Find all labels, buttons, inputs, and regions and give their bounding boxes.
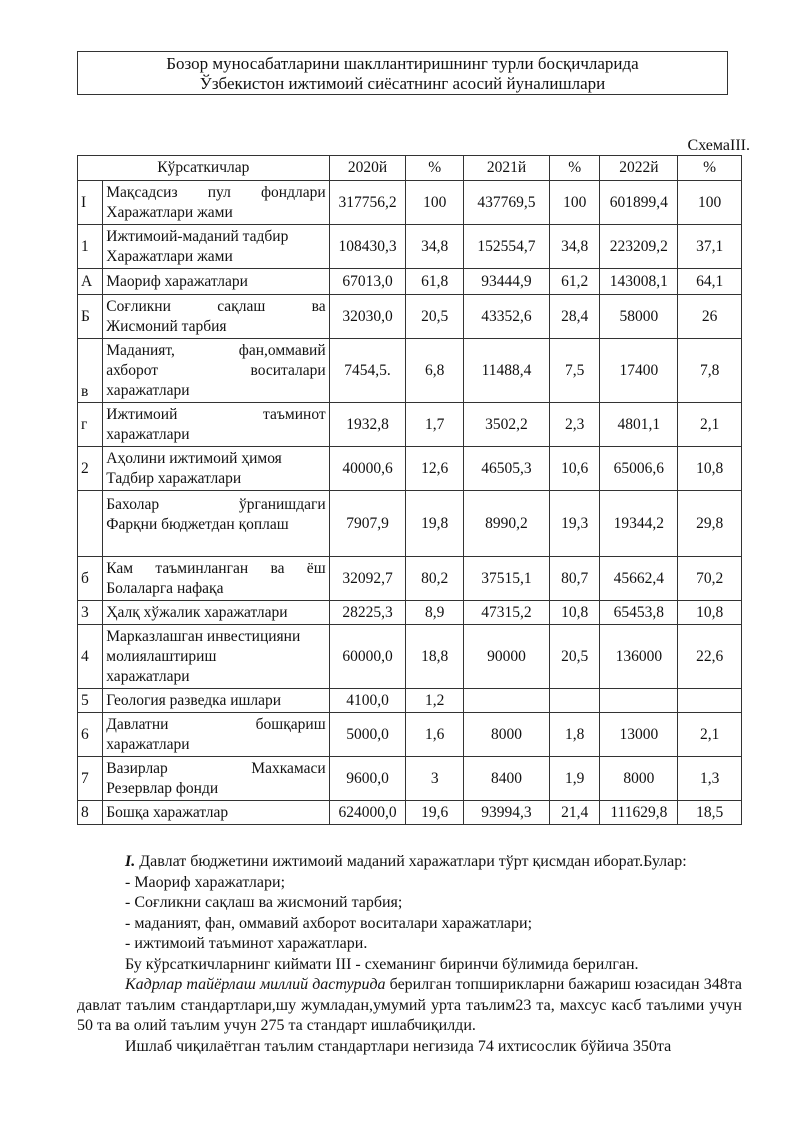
- paragraph-4: Ишлаб чиқилаётган таълим стандартлари негизида 74 ихтисослик бўйича 350та: [125, 1037, 672, 1055]
- row-name-line: харажатлари: [106, 667, 190, 685]
- cell-2022: 143008,1: [600, 269, 678, 295]
- cell-2021-pct: 34,8: [549, 225, 600, 269]
- program-name: Кадрлар тайёрлаш миллий дастурида: [125, 976, 386, 993]
- row-name-line: Харажатлари жами: [106, 203, 233, 221]
- cell-2022: 111629,8: [600, 801, 678, 825]
- row-code: I: [78, 181, 103, 225]
- cell-2020: 28225,3: [329, 601, 406, 625]
- row-name-line: Давлатни бошқариш: [106, 715, 326, 733]
- cell-2021-pct: 1,8: [549, 713, 600, 757]
- cell-2020: 7907,9: [329, 491, 406, 557]
- cell-2020-pct: 8,9: [406, 601, 464, 625]
- list-item: - маданият, фан, оммавий ахборот воситалари харажатлари;: [125, 914, 533, 932]
- row-name-line: Ижтимоий-маданий тадбир: [106, 227, 289, 245]
- row-code: 7: [78, 757, 103, 801]
- row-name: [103, 601, 329, 625]
- cell-2021-pct: 20,5: [549, 625, 600, 689]
- cell-2021: 47315,2: [464, 601, 550, 625]
- cell-2020: 67013,0: [329, 269, 406, 295]
- cell-2020-pct: 19,6: [406, 801, 464, 825]
- cell-2022-pct: 64,1: [678, 269, 742, 295]
- table-row: [78, 625, 742, 689]
- cell-2021: 8400: [464, 757, 550, 801]
- cell-2021: 11488,4: [464, 339, 550, 403]
- cell-2022: 4801,1: [600, 403, 678, 447]
- header-2022: 2022й: [600, 156, 678, 181]
- indicators-table: [77, 155, 742, 825]
- cell-2021: 3502,2: [464, 403, 550, 447]
- cell-2020-pct: 80,2: [406, 557, 464, 601]
- row-name: [103, 447, 329, 491]
- cell-2021-pct: 61,2: [549, 269, 600, 295]
- section-number: I.: [125, 853, 136, 870]
- header-2022-pct: %: [678, 156, 742, 181]
- row-name: [103, 491, 329, 557]
- scheme-label: СхемаIII.: [687, 137, 750, 154]
- cell-2022: 19344,2: [600, 491, 678, 557]
- row-name-line: Харажатлари жами: [106, 247, 233, 265]
- paragraph-3-text: берилган топширикларни бажариш юзасидан 348та давлат таълим стандартлари,шу жумладан,умумий урта таълим23 та, махсус касб таълими учун 50 та ва олий таълим учун 275 та стандарт ишлабчиқилди.: [77, 976, 742, 1034]
- header-indicators: Кўрсаткичлар: [78, 156, 330, 181]
- table-row: [78, 689, 742, 713]
- header-2020: 2020й: [329, 156, 406, 181]
- cell-2020-pct: 100: [406, 181, 464, 225]
- row-code: г: [78, 403, 103, 447]
- row-code: в: [78, 339, 103, 403]
- cell-2020-pct: 19,8: [406, 491, 464, 557]
- cell-2021-pct: 21,4: [549, 801, 600, 825]
- row-code: 2: [78, 447, 103, 491]
- cell-2020: 624000,0: [329, 801, 406, 825]
- cell-2020: 60000,0: [329, 625, 406, 689]
- cell-2021: 37515,1: [464, 557, 550, 601]
- intro-text: Давлат бюджетини ижтимоий маданий харажатлари тўрт қисмдан иборат.Булар:: [135, 853, 687, 870]
- row-name: [103, 225, 329, 269]
- table-row: [78, 801, 742, 825]
- table-row: [78, 557, 742, 601]
- cell-2022-pct: [678, 689, 742, 713]
- paragraph-3: [77, 975, 742, 1037]
- cell-2020-pct: 6,8: [406, 339, 464, 403]
- cell-2020-pct: 1,7: [406, 403, 464, 447]
- row-name-line: Аҳолини ижтимоий ҳимоя: [106, 449, 282, 467]
- row-name: [103, 625, 329, 689]
- cell-2021: 152554,7: [464, 225, 550, 269]
- cell-2021: 90000: [464, 625, 550, 689]
- cell-2021-pct: 19,3: [549, 491, 600, 557]
- header-2021: 2021й: [464, 156, 550, 181]
- list-item: - Маориф харажатлари;: [125, 873, 286, 891]
- table-row: [78, 601, 742, 625]
- row-name-line: Ижтимоий таъминот: [106, 405, 326, 423]
- list-item: - ижтимоий таъминот харажатлари.: [125, 935, 368, 952]
- row-name-line: Болаларга нафақа: [106, 579, 224, 597]
- row-name-line: Фарқни бюджетдан қоплаш: [106, 516, 289, 533]
- cell-2022: 65006,6: [600, 447, 678, 491]
- row-code: 6: [78, 713, 103, 757]
- row-code: 3: [78, 601, 103, 625]
- cell-2022-pct: 7,8: [678, 339, 742, 403]
- cell-2022-pct: 10,8: [678, 601, 742, 625]
- cell-2022-pct: 1,3: [678, 757, 742, 801]
- row-name-line: Соғликни сақлаш ва: [106, 297, 326, 315]
- cell-2020: 317756,2: [329, 181, 406, 225]
- cell-2020-pct: 34,8: [406, 225, 464, 269]
- table-row: [78, 339, 742, 403]
- cell-2022-pct: 18,5: [678, 801, 742, 825]
- cell-2020-pct: 12,6: [406, 447, 464, 491]
- cell-2021: 46505,3: [464, 447, 550, 491]
- table-row: [78, 295, 742, 339]
- header-2021-pct: %: [549, 156, 600, 181]
- row-name-line: Бахолар ўрганишдаги: [106, 496, 326, 513]
- cell-2020: 32092,7: [329, 557, 406, 601]
- table-row: [78, 403, 742, 447]
- row-name: [103, 801, 329, 825]
- cell-2022-pct: 37,1: [678, 225, 742, 269]
- row-name: [103, 757, 329, 801]
- cell-2022: 13000: [600, 713, 678, 757]
- cell-2020: 1932,8: [329, 403, 406, 447]
- cell-2021-pct: 80,7: [549, 557, 600, 601]
- paragraph-2: Бу кўрсаткичларнинг киймати III - схеманинг биринчи бўлимида берилган.: [125, 955, 639, 973]
- row-name-line: Марказлашган инвестицияни: [106, 627, 301, 645]
- row-name: [103, 269, 329, 295]
- cell-2022-pct: 2,1: [678, 713, 742, 757]
- intro-paragraph: [77, 852, 742, 873]
- row-name-line: харажатлари: [106, 381, 190, 399]
- cell-2021-pct: 1,9: [549, 757, 600, 801]
- row-name-line: Маданият, фан,оммавий: [106, 341, 326, 359]
- row-name: [103, 339, 329, 403]
- cell-2020: 108430,3: [329, 225, 406, 269]
- row-name-line: харажатлари: [106, 735, 190, 753]
- cell-2022: 601899,4: [600, 181, 678, 225]
- table-row: [78, 491, 742, 557]
- list-item: - Соғликни сақлаш ва жисмоний тарбия;: [125, 894, 403, 911]
- cell-2020: 4100,0: [329, 689, 406, 713]
- row-name-line: Ҳалқ хўжалик харажатлари: [106, 603, 288, 621]
- cell-2020-pct: 18,8: [406, 625, 464, 689]
- cell-2021-pct: 7,5: [549, 339, 600, 403]
- row-name: [103, 689, 329, 713]
- header-2020-pct: %: [406, 156, 464, 181]
- cell-2021: 8000: [464, 713, 550, 757]
- cell-2020: 32030,0: [329, 295, 406, 339]
- row-name-line: Резервлар фонди: [106, 779, 219, 797]
- table-row: [78, 447, 742, 491]
- cell-2021: 93994,3: [464, 801, 550, 825]
- cell-2022-pct: 100: [678, 181, 742, 225]
- row-name-line: харажатлари: [106, 425, 190, 443]
- row-name-line: Мақсадсиз пул фондлари: [106, 183, 326, 201]
- cell-2020-pct: 20,5: [406, 295, 464, 339]
- row-code: Б: [78, 295, 103, 339]
- row-code: 8: [78, 801, 103, 825]
- cell-2022: 58000: [600, 295, 678, 339]
- row-name-line: Вазирлар Махкамаси: [106, 759, 326, 777]
- row-name-line: Кам таъминланган ва ёш: [106, 559, 326, 577]
- cell-2020-pct: 1,2: [406, 689, 464, 713]
- table-row: [78, 225, 742, 269]
- row-name-line: Геология разведка ишлари: [106, 691, 282, 709]
- cell-2022-pct: 26: [678, 295, 742, 339]
- cell-2021-pct: 100: [549, 181, 600, 225]
- cell-2021: 93444,9: [464, 269, 550, 295]
- cell-2021-pct: [549, 689, 600, 713]
- row-code: 4: [78, 625, 103, 689]
- table-row: [78, 757, 742, 801]
- cell-2022: 17400: [600, 339, 678, 403]
- cell-2021: 43352,6: [464, 295, 550, 339]
- cell-2020: 7454,5.: [329, 339, 406, 403]
- table-header-row: [78, 156, 742, 181]
- row-name: [103, 295, 329, 339]
- body-text: [77, 852, 742, 1057]
- table-row: [78, 181, 742, 225]
- table-row: [78, 269, 742, 295]
- row-code: б: [78, 557, 103, 601]
- cell-2021-pct: 2,3: [549, 403, 600, 447]
- cell-2022: 223209,2: [600, 225, 678, 269]
- row-code: А: [78, 269, 103, 295]
- cell-2020: 40000,6: [329, 447, 406, 491]
- cell-2020-pct: 61,8: [406, 269, 464, 295]
- cell-2022-pct: 2,1: [678, 403, 742, 447]
- row-name: [103, 181, 329, 225]
- cell-2021: 437769,5: [464, 181, 550, 225]
- cell-2020-pct: 3: [406, 757, 464, 801]
- row-name-line: Маориф харажатлари: [106, 272, 248, 290]
- cell-2021: 8990,2: [464, 491, 550, 557]
- cell-2020: 9600,0: [329, 757, 406, 801]
- cell-2020: 5000,0: [329, 713, 406, 757]
- cell-2021: [464, 689, 550, 713]
- row-name: [103, 403, 329, 447]
- row-name-line: молиялаштириш: [106, 647, 217, 665]
- cell-2022-pct: 29,8: [678, 491, 742, 557]
- row-name-line: ахборот воситалари: [106, 361, 326, 379]
- title-line-1: Бозор муносабатларини шакллантиришнинг турли босқичларида: [166, 54, 639, 73]
- cell-2022-pct: 70,2: [678, 557, 742, 601]
- title-box: [77, 51, 728, 95]
- row-name-line: Бошқа харажатлар: [106, 803, 229, 821]
- row-name-line: Тадбир харажатлари: [106, 469, 242, 487]
- cell-2022: [600, 689, 678, 713]
- cell-2021-pct: 28,4: [549, 295, 600, 339]
- table-row: [78, 713, 742, 757]
- cell-2022-pct: 22,6: [678, 625, 742, 689]
- cell-2021-pct: 10,8: [549, 601, 600, 625]
- row-code: 5: [78, 689, 103, 713]
- cell-2021-pct: 10,6: [549, 447, 600, 491]
- cell-2022: 45662,4: [600, 557, 678, 601]
- row-code: 1: [78, 225, 103, 269]
- row-code: [78, 491, 103, 557]
- title-line-2: Ўзбекистон ижтимоий сиёсатнинг асосий йуналишлари: [199, 74, 606, 93]
- row-name: [103, 557, 329, 601]
- row-name: [103, 713, 329, 757]
- cell-2022: 65453,8: [600, 601, 678, 625]
- cell-2022: 8000: [600, 757, 678, 801]
- row-name-line: Жисмоний тарбия: [106, 317, 227, 335]
- cell-2022: 136000: [600, 625, 678, 689]
- cell-2020-pct: 1,6: [406, 713, 464, 757]
- cell-2022-pct: 10,8: [678, 447, 742, 491]
